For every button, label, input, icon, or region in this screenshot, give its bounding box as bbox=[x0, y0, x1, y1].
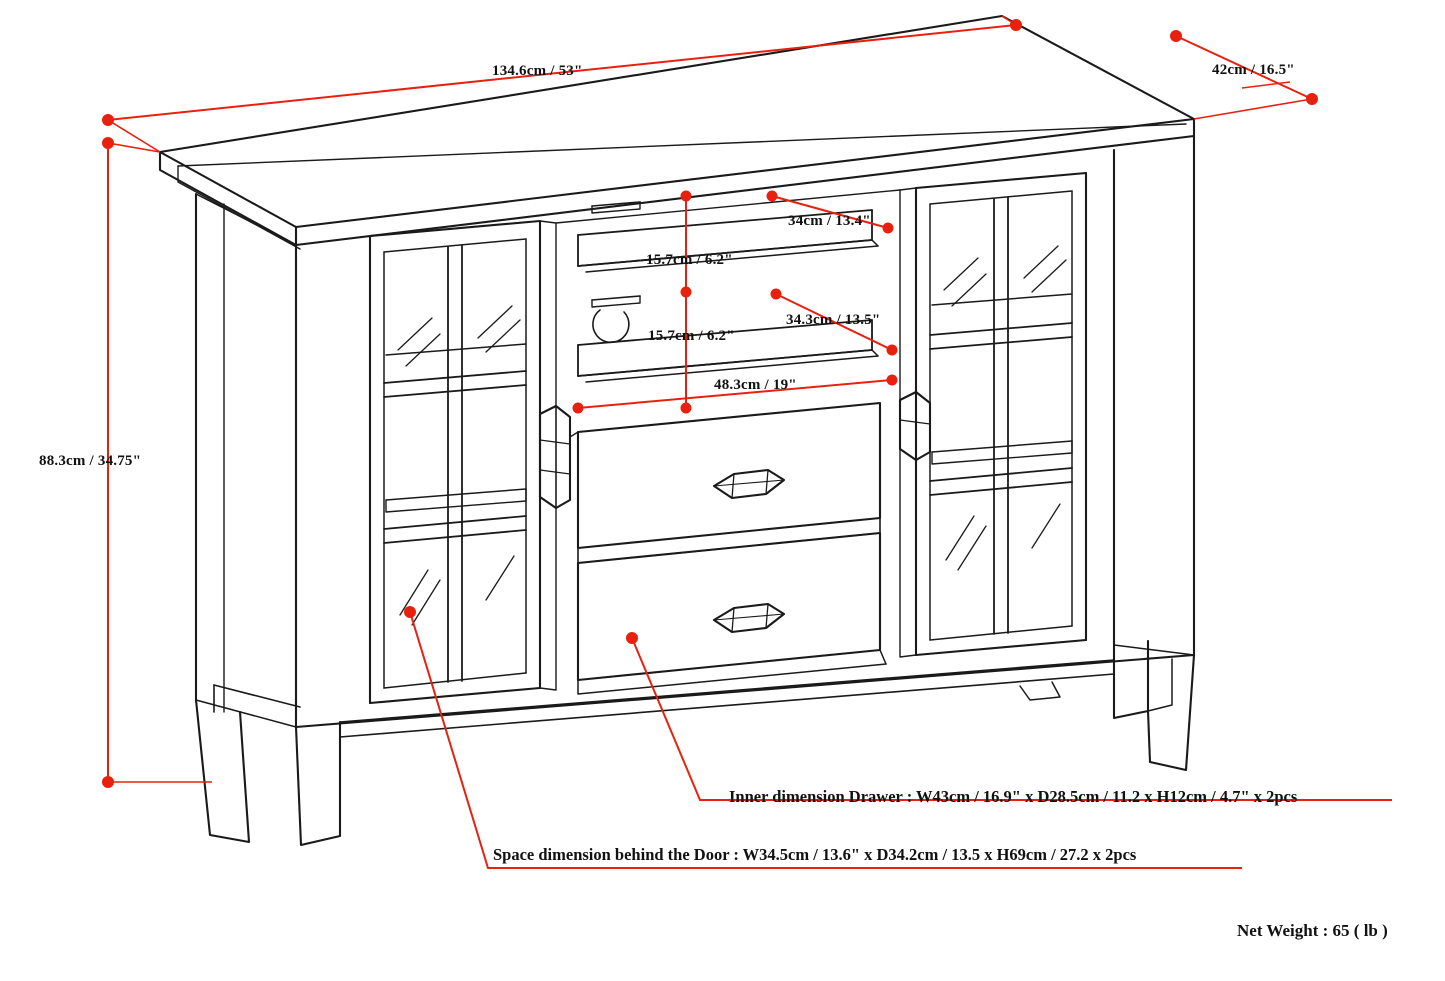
depth-tick bbox=[1194, 99, 1312, 119]
rear-foot bbox=[1020, 682, 1060, 700]
shelf-width-dot-left bbox=[574, 404, 583, 413]
left-door-glass-reflections bbox=[398, 306, 520, 625]
stretcher-front-lower bbox=[340, 674, 1114, 737]
left-door-muntin-h2 bbox=[384, 516, 526, 529]
leg-front-left bbox=[196, 700, 249, 842]
cabinet-top-surface bbox=[160, 16, 1194, 227]
shelf-depth-mid-dot-a bbox=[772, 290, 781, 299]
dimension-label-shelf-depth-top: 34cm / 13.4" bbox=[788, 213, 871, 229]
left-interior-shelf-mid-edge bbox=[386, 489, 526, 512]
center-detail-bar-mid bbox=[592, 296, 640, 300]
drawer-upper bbox=[578, 403, 880, 548]
left-door-handle-facet-1 bbox=[540, 440, 570, 444]
center-right-divider-top bbox=[900, 188, 916, 190]
left-door-muntin-h1b bbox=[384, 385, 526, 397]
leg-back-right bbox=[1114, 641, 1148, 718]
drawer-divider bbox=[578, 518, 880, 563]
left-door-inner-bottom bbox=[384, 673, 526, 688]
callout-drawer-note: Inner dimension Drawer : W43cm / 16.9" x D28.5cm / 11.2 x H12cm / 4.7" x 2pcs bbox=[729, 787, 1298, 806]
shelf-upper-height-dot-top bbox=[682, 192, 691, 201]
depth-dot-left bbox=[1171, 31, 1181, 41]
left-door-handle-facet-2 bbox=[540, 470, 570, 474]
leg-front-left-outer bbox=[296, 722, 340, 845]
shelf-depth-mid-dot-b bbox=[888, 346, 897, 355]
center-shelf-upper-corner bbox=[872, 240, 878, 246]
dimension-label-shelf-depth-mid: 34.3cm / 13.5" bbox=[786, 312, 881, 328]
left-door-muntin-h1 bbox=[384, 371, 526, 383]
cabinet-top-front-edge bbox=[296, 119, 1194, 245]
right-door-bottom bbox=[916, 640, 1086, 655]
center-right-divider bbox=[900, 190, 916, 657]
shelf-depth-top-dot-b bbox=[884, 224, 893, 233]
drawer-upper-pull bbox=[714, 470, 784, 498]
right-interior-shelf-mid bbox=[932, 441, 1072, 452]
drawer-upper-pull-left-crease bbox=[732, 474, 734, 498]
dimension-label-shelf-height-lower: 15.7cm / 6.2" bbox=[648, 328, 735, 344]
right-door-glass-reflections bbox=[944, 246, 1066, 570]
drawer-lower-pull-left-crease bbox=[732, 608, 734, 632]
left-door-top bbox=[370, 221, 540, 236]
center-left-divider bbox=[540, 221, 556, 690]
dimension-label-depth: 42cm / 16.5" bbox=[1212, 62, 1295, 78]
right-door-muntin-h1 bbox=[930, 323, 1072, 335]
body-bottom-right-edge bbox=[1114, 645, 1194, 655]
drawer-lower-corner bbox=[880, 650, 886, 664]
dimension-label-shelf-width: 48.3cm / 19" bbox=[714, 377, 797, 393]
stretcher-left bbox=[214, 685, 300, 707]
right-door-top bbox=[916, 173, 1086, 188]
right-door-muntin-h2 bbox=[930, 468, 1072, 481]
left-door-muntin-h2b bbox=[384, 530, 526, 543]
dimension-label-height: 88.3cm / 34.75" bbox=[39, 453, 142, 469]
center-shelf-lower-front bbox=[578, 350, 872, 376]
drawer-callout-dot bbox=[627, 633, 637, 643]
stretcher-front bbox=[340, 660, 1114, 722]
center-shelf-lower-corner bbox=[872, 350, 878, 356]
left-door-inner-top bbox=[384, 239, 526, 252]
drawer-upper-edge-left bbox=[570, 432, 578, 437]
net-weight-label: Net Weight : 65 ( lb ) bbox=[1237, 921, 1388, 940]
left-interior-shelf-mid bbox=[386, 489, 526, 500]
right-interior-shelf-mid-edge bbox=[932, 441, 1072, 464]
dimension-label-width: 134.6cm / 53" bbox=[492, 63, 583, 79]
left-door-bottom bbox=[370, 688, 540, 703]
door-callout-dot bbox=[405, 607, 415, 617]
callout-door-note: Space dimension behind the Door : W34.5cm / 13.6" x D34.2cm / 13.5 x H69cm / 27.2 x 2pcs bbox=[493, 845, 1137, 864]
right-door-muntin-h1b bbox=[930, 337, 1072, 349]
shelf-lower-height-dot-bottom bbox=[682, 404, 691, 413]
body-bottom-front-edge bbox=[296, 655, 1194, 727]
leg-front-right bbox=[1148, 655, 1194, 770]
right-door-inner-top bbox=[930, 191, 1072, 204]
right-door-muntin-h2b bbox=[930, 482, 1072, 495]
center-detail-cord bbox=[593, 310, 629, 342]
right-door-inner-bottom bbox=[930, 626, 1072, 640]
right-interior-shelf-top bbox=[932, 294, 1072, 305]
drawer-lower bbox=[578, 533, 880, 680]
left-door-handle bbox=[540, 406, 570, 508]
shelf-width-dot-right bbox=[888, 376, 897, 385]
door-callout-leader bbox=[410, 612, 1242, 868]
cabinet-top-inner-line bbox=[178, 124, 1186, 166]
shelf-depth-top-dot-a bbox=[768, 192, 777, 201]
drawer-lower-bottom-edge bbox=[578, 664, 886, 694]
dimension-label-shelf-height-upper: 15.7cm / 6.2" bbox=[646, 252, 733, 268]
body-left-bottom-connector bbox=[196, 700, 296, 727]
left-interior-shelf-top bbox=[386, 344, 526, 355]
drawer-lower-pull bbox=[714, 604, 784, 632]
